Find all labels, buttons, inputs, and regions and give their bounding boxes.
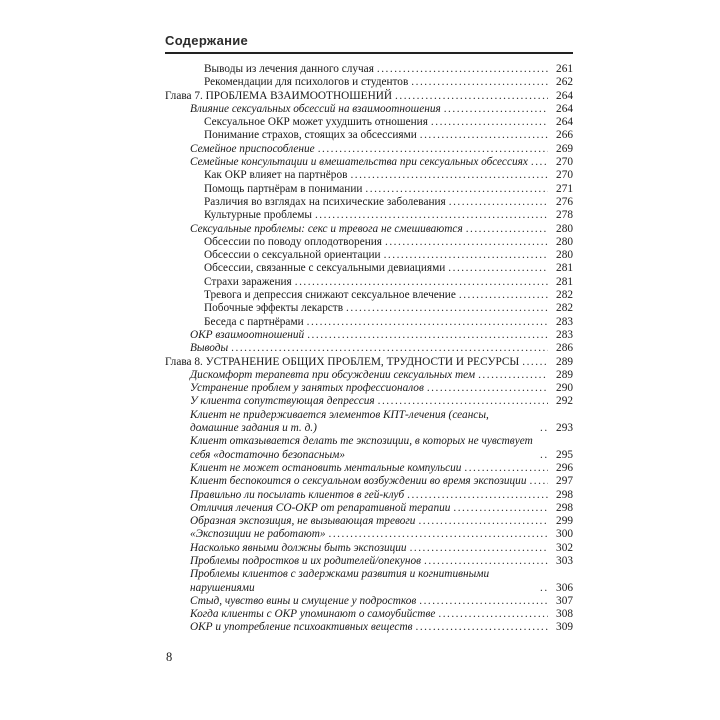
toc-entry-label: Клиент отказывается делать те экспозиции, в которых не чувствует себя «достаточно безопасным»: [190, 435, 533, 461]
toc-entry-page: 307: [556, 594, 573, 607]
dotted-leader: [346, 302, 548, 315]
toc-entry-label: Глава 8. УСТРАНЕНИЕ ОБЩИХ ПРОБЛЕМ, ТРУДНОСТИ И РЕСУРСЫ: [165, 355, 520, 368]
dotted-leader: [427, 382, 548, 395]
toc-entry: [165, 276, 573, 289]
dotted-leader: [231, 342, 548, 355]
toc-entry: [165, 196, 573, 209]
dotted-leader: [318, 143, 548, 156]
toc-entry-page: 306: [556, 581, 573, 594]
toc-entry-label: Влияние сексуальных обсессий на взаимоотношения: [190, 102, 441, 115]
toc-entry-label: Сексуальные проблемы: секс и тревога не смешиваются: [190, 222, 463, 235]
toc-entry-page: 303: [556, 554, 573, 567]
dotted-leader: [540, 449, 548, 462]
dotted-leader: [315, 209, 548, 222]
dotted-leader: [531, 156, 548, 169]
toc-entry-label: У клиента сопутствующая депрессия: [190, 395, 375, 408]
dotted-leader: [329, 528, 548, 541]
toc-entry: [165, 409, 573, 436]
toc-entry-page: 289: [556, 368, 573, 381]
toc-entry-label: Дискомфорт терапевта при обсуждении сексуальных тем: [190, 368, 476, 381]
dotted-leader: [384, 249, 548, 262]
toc-entry-label: Тревога и депрессия снижают сексуальное влечение: [204, 289, 456, 302]
toc-entry-page: 295: [556, 448, 573, 461]
toc-entry-page: 269: [556, 142, 573, 155]
toc-entry-page: 282: [556, 289, 573, 302]
toc-entry: [165, 542, 573, 555]
toc-entry: [165, 262, 573, 275]
toc-entry-label: Побочные эффекты лекарств: [204, 302, 344, 315]
toc-header: Содержание: [165, 33, 249, 48]
toc-entry-label: ОКР взаимоотношений: [190, 328, 305, 341]
toc-entry-label: Культурные проблемы: [204, 209, 312, 222]
toc-entry-page: 280: [556, 235, 573, 248]
dotted-leader: [365, 183, 548, 196]
dotted-leader: [453, 502, 548, 515]
dotted-leader: [385, 236, 548, 249]
toc-entry-label: Устранение проблем у занятых профессионалов: [190, 382, 424, 395]
toc-entry-label: Правильно ли посылать клиентов в гей-клуб: [190, 488, 405, 501]
toc-entry-label: Клиент не может остановить ментальные компульсии: [190, 461, 462, 474]
toc-entry-label: Страхи заражения: [204, 275, 292, 288]
toc-entry-label: Проблемы клиентов с задержками развития и когнитивными нарушениями: [190, 568, 490, 594]
toc-entry-label: Различия во взглядах на психические заболевания: [204, 195, 446, 208]
toc-entry-label: Проблемы подростков и их родителей/опекунов: [190, 554, 422, 567]
toc-entry-page: 264: [556, 102, 573, 115]
toc-entry-page: 302: [556, 541, 573, 554]
toc-entry-page: 296: [556, 461, 573, 474]
toc-entry-label: Глава 7. ПРОБЛЕМА ВЗАИМООТНОШЕНИЙ: [165, 89, 393, 102]
toc-content: [165, 33, 573, 635]
toc-entry-label: Семейные консультации и вмешательства при сексуальных обсессиях: [190, 156, 528, 169]
dotted-leader: [529, 475, 548, 488]
toc-entry: [165, 342, 573, 355]
toc-entry-page: 282: [556, 302, 573, 315]
toc-entry-label: Клиент беспокоится о сексуальном возбуждении во время экспозиции: [190, 475, 527, 488]
toc-entry: [165, 169, 573, 182]
toc-entry: [165, 103, 573, 116]
toc-entry-label: Отличия лечения СО-ОКР от репаративной терапии: [190, 501, 451, 514]
dotted-leader: [438, 608, 548, 621]
toc-entry: [165, 289, 573, 302]
toc-entry: [165, 209, 573, 222]
toc-entry: [165, 555, 573, 568]
toc-entry-page: 271: [556, 182, 573, 195]
toc-entry: [165, 129, 573, 142]
toc-entry: [165, 395, 573, 408]
toc-entry-page: 298: [556, 488, 573, 501]
toc-entry-label: Как ОКР влияет на партнёров: [204, 169, 348, 182]
toc-entry-label: Выводы из лечения данного случая: [204, 63, 374, 75]
dotted-leader: [424, 555, 548, 568]
toc-entry-page: 264: [556, 89, 573, 102]
toc-entry: [165, 502, 573, 515]
toc-entry-label: Клиент не придерживается элементов КПТ-лечения (сеансы, домашние задания и т. д.): [190, 408, 489, 435]
dotted-leader: [416, 621, 548, 634]
dotted-leader: [377, 63, 548, 76]
toc-entry-label: Выводы: [190, 342, 229, 355]
dotted-leader: [378, 395, 548, 408]
toc-entry: [165, 116, 573, 129]
toc-entry-label: Насколько явными должны быть экспозиции: [190, 541, 407, 554]
toc-entry: [165, 156, 573, 169]
toc-list: [165, 63, 573, 635]
toc-entry: [165, 63, 573, 76]
toc-entry-label: Понимание страхов, стоящих за обсессиями: [204, 129, 417, 142]
toc-entry: [165, 223, 573, 236]
dotted-leader: [410, 542, 548, 555]
dotted-leader: [478, 369, 548, 382]
toc-entry: [165, 382, 573, 395]
toc-entry: [165, 183, 573, 196]
toc-entry-label: «Экспозиции не работают»: [190, 528, 326, 541]
toc-entry-page: 261: [556, 63, 573, 75]
page-number: 8: [166, 650, 173, 664]
dotted-leader: [419, 595, 548, 608]
toc-entry-page: 280: [556, 249, 573, 262]
dotted-leader: [444, 103, 548, 116]
toc-entry-page: 290: [556, 382, 573, 395]
header-rule: [165, 52, 573, 54]
dotted-leader: [411, 76, 548, 89]
toc-entry: [165, 356, 573, 369]
toc-entry: [165, 489, 573, 502]
toc-entry-label: Рекомендации для психологов и студентов: [204, 76, 409, 89]
dotted-leader: [350, 169, 548, 182]
dotted-leader: [464, 462, 548, 475]
toc-entry-page: 300: [556, 528, 573, 541]
toc-entry-label: Стыд, чувство вины и смущение у подростков: [190, 594, 417, 607]
dotted-leader: [420, 129, 548, 142]
toc-entry-page: 297: [556, 475, 573, 488]
toc-entry-page: 280: [556, 222, 573, 235]
toc-entry-page: 266: [556, 129, 573, 142]
toc-entry: [165, 608, 573, 621]
toc-entry-page: 270: [556, 169, 573, 182]
toc-entry: [165, 329, 573, 342]
dotted-leader: [449, 196, 548, 209]
toc-entry-page: 270: [556, 156, 573, 169]
toc-entry: [165, 76, 573, 89]
toc-entry-page: 293: [556, 422, 573, 435]
toc-entry-page: 281: [556, 262, 573, 275]
toc-entry: [165, 302, 573, 315]
toc-entry-label: Обсессии о сексуальной ориентации: [204, 249, 381, 262]
toc-entry-page: 276: [556, 195, 573, 208]
toc-entry: [165, 369, 573, 382]
toc-entry-label: Обсессии по поводу оплодотворения: [204, 235, 383, 248]
toc-entry: [165, 143, 573, 156]
toc-entry-page: 308: [556, 608, 573, 621]
toc-entry-label: Беседа с партнёрами: [204, 315, 304, 328]
toc-entry-page: 286: [556, 342, 573, 355]
toc-entry: [165, 435, 573, 462]
toc-entry: [165, 462, 573, 475]
dotted-leader: [540, 582, 548, 595]
dotted-leader: [395, 90, 548, 103]
dotted-leader: [448, 262, 548, 275]
toc-entry-label: Семейное приспособление: [190, 142, 315, 155]
toc-entry-label: Образная экспозиция, не вызывающая тревоги: [190, 515, 416, 528]
toc-entry-page: 278: [556, 209, 573, 222]
toc-entry: [165, 595, 573, 608]
dotted-leader: [466, 223, 548, 236]
toc-entry-page: 298: [556, 501, 573, 514]
toc-entry-page: 309: [556, 621, 573, 634]
toc-entry-page: 292: [556, 395, 573, 408]
dotted-leader: [459, 289, 548, 302]
dotted-leader: [295, 276, 548, 289]
toc-entry-page: 281: [556, 275, 573, 288]
dotted-leader: [307, 316, 548, 329]
dotted-leader: [431, 116, 548, 129]
toc-entry: [165, 316, 573, 329]
toc-entry-label: Сексуальное ОКР может ухудшить отношения: [204, 116, 428, 129]
toc-entry: [165, 475, 573, 488]
toc-entry-page: 283: [556, 315, 573, 328]
toc-entry: [165, 249, 573, 262]
toc-entry: [165, 528, 573, 541]
toc-entry-page: 283: [556, 328, 573, 341]
toc-entry-label: Обсессии, связанные с сексуальными девиациями: [204, 262, 446, 275]
toc-entry-page: 264: [556, 116, 573, 129]
dotted-leader: [407, 489, 548, 502]
toc-entry-page: 262: [556, 76, 573, 89]
toc-entry: [165, 90, 573, 103]
toc-entry-page: 289: [556, 355, 573, 368]
toc-entry: [165, 568, 573, 595]
dotted-leader: [418, 515, 548, 528]
dotted-leader: [540, 422, 548, 435]
toc-entry-label: Помощь партнёрам в понимании: [204, 182, 363, 195]
toc-entry: [165, 236, 573, 249]
toc-entry-label: ОКР и употребление психоактивных веществ: [190, 621, 413, 634]
toc-entry-page: 299: [556, 515, 573, 528]
toc-entry: [165, 621, 573, 634]
toc-entry-label: Когда клиенты с ОКР упоминают о самоубийстве: [190, 608, 436, 621]
toc-entry: [165, 515, 573, 528]
dotted-leader: [522, 356, 548, 369]
dotted-leader: [307, 329, 548, 342]
